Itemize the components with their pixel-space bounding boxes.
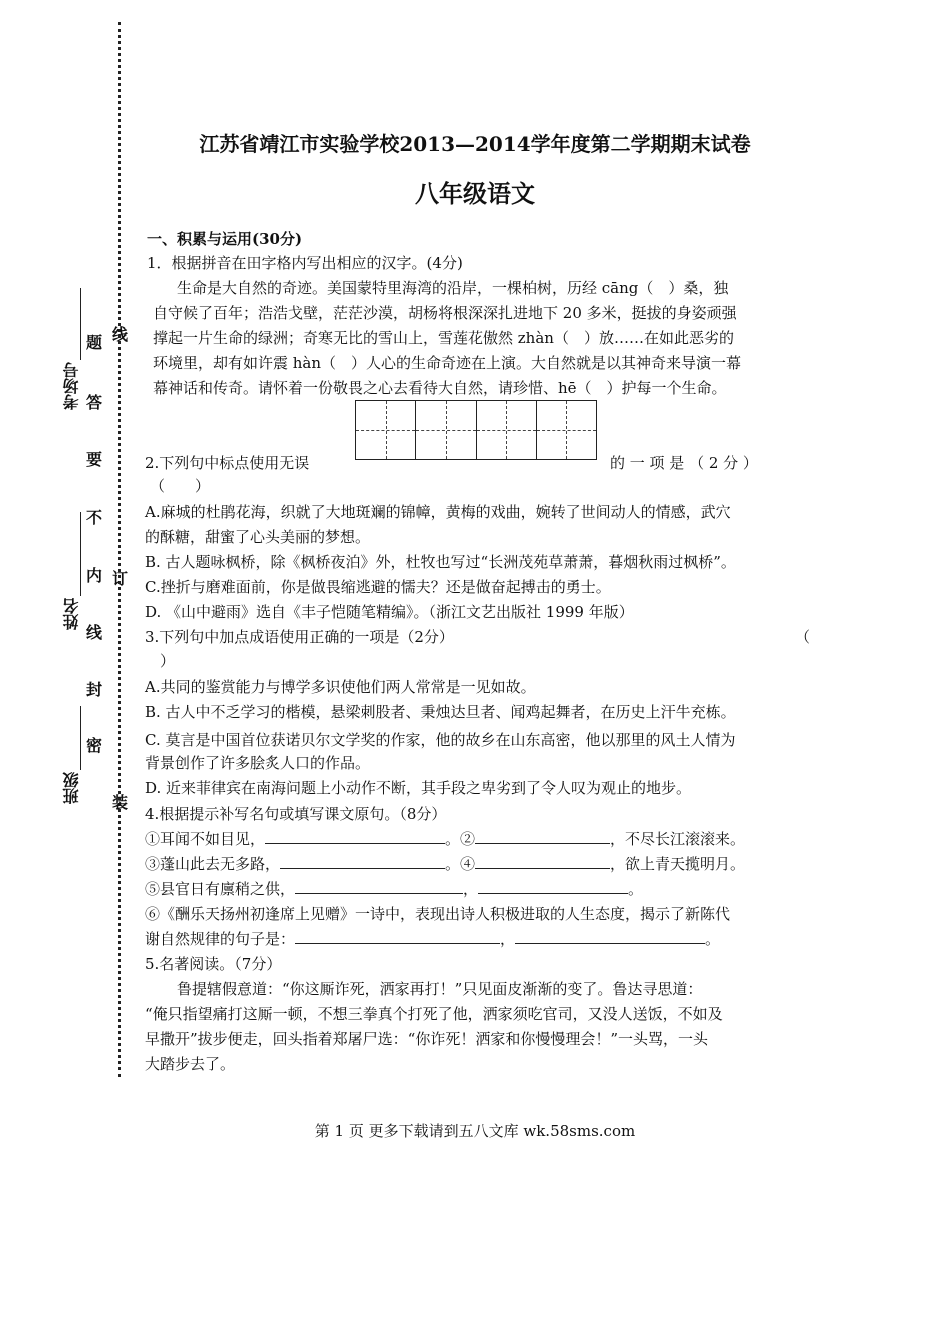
q1-line: 自守候了百年；浩浩戈壁，茫茫沙漠，胡杨将根深深扎进地下 20 多米，挺拔的身姿顽强 bbox=[153, 304, 737, 322]
tianzige-cell[interactable] bbox=[416, 401, 476, 459]
q4-text: ，欲上青天揽明月。 bbox=[610, 855, 746, 873]
answer-blank[interactable] bbox=[478, 878, 628, 894]
name-blank[interactable] bbox=[80, 512, 81, 596]
q2-stem-tail: 的 一 项 是 （ 2 分 ） bbox=[610, 454, 758, 472]
answer-blank[interactable] bbox=[475, 828, 610, 844]
seal-char-xian: 线 bbox=[112, 325, 129, 344]
q3-option: D. 近来菲律宾在南海问题上小动作不断，其手段之卑劣到了令人叹为观止的地步。 bbox=[145, 779, 692, 797]
exam-room-blank[interactable] bbox=[80, 288, 81, 360]
q4-line-4: ⑥《酬乐天扬州初逢席上见赠》一诗中，表现出诗人积极进取的人生态度，揭示了新陈代 bbox=[145, 905, 731, 923]
answer-blank[interactable] bbox=[475, 853, 610, 869]
q4-text: 谢自然规律的句子是： bbox=[145, 930, 296, 948]
q2-option: D. 《山中避雨》选自《丰子恺随笔精编》。（浙江文艺出版社 1999 年版） bbox=[145, 603, 634, 621]
warning-char-nei: 内 bbox=[86, 566, 103, 585]
q1-line: 幕神话和传奇。请怀着一份敬畏之心去看待大自然，请珍惜、hē（ ）护每一个生命。 bbox=[153, 379, 727, 397]
q4-line-5 bbox=[145, 928, 720, 950]
answer-blank[interactable] bbox=[515, 928, 705, 944]
q4-text: 。② bbox=[445, 830, 476, 848]
warning-char-ti: 题 bbox=[86, 333, 103, 352]
seal-char-zhuang: 装 bbox=[112, 793, 129, 812]
exam-title: 江苏省靖江市实验学校2013—2014学年度第二学期期末试卷 bbox=[199, 132, 751, 156]
q4-text: 。 bbox=[628, 880, 644, 898]
answer-blank[interactable] bbox=[295, 878, 463, 894]
answer-blank[interactable] bbox=[265, 828, 445, 844]
q4-stem: 4.根据提示补写名句或填写课文原句。（8分） bbox=[145, 805, 447, 823]
q5-line: 鲁提辖假意道：“你这厮诈死，洒家再打！”只见面皮渐渐的变了。鲁达寻思道： bbox=[177, 980, 703, 998]
q5-line: “俺只指望痛打这厮一顿，不想三拳真个打死了他，洒家须吃官司，又没人送饭，不如及 bbox=[145, 1005, 723, 1023]
seal-char-ding: 订 bbox=[112, 569, 129, 588]
name-label: 姓名 bbox=[62, 598, 81, 630]
q1-line: 环境里，却有如许震 hàn（ ）人心的生命奇迹在上演。大自然就是以其神奇来导演一幕 bbox=[153, 354, 742, 372]
q4-text: ， bbox=[463, 880, 479, 898]
class-blank[interactable] bbox=[80, 706, 81, 770]
q4-text: ， bbox=[500, 930, 516, 948]
q5-line: 大踏步去了。 bbox=[145, 1055, 236, 1073]
warning-char-xian: 线 bbox=[86, 623, 103, 642]
exam-subtitle: 八年级语文 bbox=[415, 179, 535, 208]
q5-line: 早撒开”拔步便走，回头指着郑屠尸选：“你诈死！洒家和你慢慢理会！”一头骂，一头 bbox=[145, 1030, 709, 1048]
q4-text: ，不尽长江滚滚来。 bbox=[610, 830, 746, 848]
q3-stem: 3.下列句中加点成语使用正确的一项是（2分） bbox=[145, 628, 454, 646]
q5-stem: 5.名著阅读。（7分） bbox=[145, 955, 282, 973]
warning-char-da: 答 bbox=[86, 393, 103, 412]
q2-answer-paren[interactable]: （ ） bbox=[150, 477, 211, 495]
class-label: 班级 bbox=[62, 772, 81, 804]
q1-stem: 1．根据拼音在田字格内写出相应的汉字。(4分) bbox=[147, 254, 463, 272]
page-footer: 第 1 页 更多下载请到五八文库 wk.58sms.com bbox=[314, 1122, 636, 1140]
q2-option: 的酥糖，甜蜜了心头美丽的梦想。 bbox=[145, 528, 371, 546]
q2-option: A.麻城的杜鹃花海，织就了大地斑斓的锦幛，黄梅的戏曲，婉转了世间动人的情感，武穴 bbox=[145, 503, 731, 521]
warning-char-bu: 不 bbox=[86, 508, 103, 527]
q2-option: C.挫折与磨难面前，你是做畏缩逃避的懦夫？还是做奋起搏击的勇士。 bbox=[145, 578, 611, 596]
q1-line: 撑起一片生命的绿洲；奇寒无比的雪山上，雪莲花傲然 zhàn（ ）放……在如此恶劣的 bbox=[153, 329, 734, 347]
q4-line-3 bbox=[145, 878, 643, 900]
q4-text: ⑤县官日有廪稍之供， bbox=[145, 880, 296, 898]
warning-char-mi: 密 bbox=[86, 736, 103, 755]
q3-option: A.共同的鉴赏能力与博学多识使他们两人常常是一见如故。 bbox=[145, 678, 536, 696]
tianzige-cell[interactable] bbox=[356, 401, 416, 459]
warning-char-feng: 封 bbox=[86, 680, 103, 699]
q4-text: ③蓬山此去无多路， bbox=[145, 855, 281, 873]
q3-option: 背景创作了许多脍炙人口的作品。 bbox=[145, 754, 371, 772]
q2-option: B. 古人题咏枫桥，除《枫桥夜泊》外，杜牧也写过“长洲茂苑草萧萧，暮烟秋雨过枫桥”。 bbox=[145, 553, 736, 571]
q4-text: ①耳闻不如目见， bbox=[145, 830, 266, 848]
tianzige-grid[interactable] bbox=[355, 400, 597, 460]
answer-blank[interactable] bbox=[295, 928, 500, 944]
section-heading: 一、积累与运用(30分) bbox=[147, 230, 303, 248]
answer-blank[interactable] bbox=[280, 853, 445, 869]
exam-room-label: 考场号 bbox=[62, 362, 81, 410]
q3-paren-close[interactable]: ） bbox=[160, 652, 176, 670]
q3-paren-open[interactable]: （ bbox=[795, 628, 811, 646]
q4-text: 。④ bbox=[445, 855, 476, 873]
q4-text: 。 bbox=[705, 930, 721, 948]
q3-option: B. 古人中不乏学习的楷模，悬梁刺股者、秉烛达旦者、闻鸡起舞者，在历史上汗牛充栋。 bbox=[145, 703, 736, 721]
q2-stem: 2.下列句中标点使用无误 bbox=[145, 454, 310, 472]
tianzige-cell[interactable] bbox=[477, 401, 537, 459]
warning-char-yao: 要 bbox=[86, 450, 103, 469]
tianzige-cell[interactable] bbox=[537, 401, 596, 459]
q4-line-2 bbox=[145, 853, 745, 875]
q4-line-1 bbox=[145, 828, 745, 850]
q1-line: 生命是大自然的奇迹。美国蒙特里海湾的沿岸，一棵柏树，历经 cāng（ ）桑，独 bbox=[177, 279, 729, 297]
q3-option: C. 莫言是中国首位获诺贝尔文学奖的作家，他的故乡在山东高密，他以那里的风土人情为 bbox=[145, 731, 736, 749]
